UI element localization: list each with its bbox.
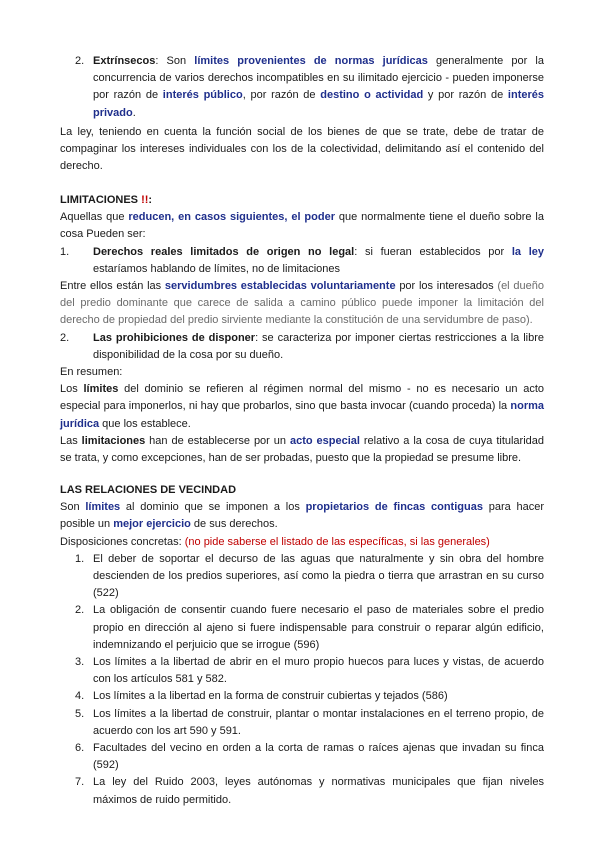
disposiciones-list [60, 551, 544, 809]
highlight-reducen: reducen, en casos siguientes, el poder [128, 211, 335, 224]
list-item-text: Los límites a la libertad de construir, plantar o montar instalaciones en el terreno propio, de acuerdo con los art 590 y 591. [93, 707, 544, 737]
highlight-propietarios: propietarios de fincas contiguas [305, 501, 483, 514]
text-run: : Son [155, 55, 195, 67]
text-run: Son [60, 501, 86, 514]
term-extrinsecos: Extrínsecos [93, 55, 156, 67]
vecindad-heading: LAS RELACIONES DE VECINDAD [60, 484, 237, 496]
text-run: relativo a la cosa de cuya titularidad se trata, y como excepciones, han de ser probadas, puesto que la propiedad se presume libre. [60, 434, 545, 465]
text-run: y por razón de [423, 89, 508, 102]
list-item-text: La ley del Ruido 2003, leyes autónomas y normativas municipales que fijan niveles máximos de ruido permitido. [93, 776, 544, 806]
highlight-interes-privado: interés privado [93, 89, 544, 119]
highlight-la-ley: la ley [511, 245, 544, 258]
text-run: para hacer posible un [60, 501, 544, 531]
text-run: de sus derechos. [190, 518, 278, 531]
text-run: que normalmente tiene el dueño sobre la cosa Pueden ser: [60, 211, 544, 241]
list-item-text: La obligación de consentir cuando fuere necesario el paso de materiales sobre el predio propio en dirección al ajeno si fuere indispensable para construir o reparar algún edificio, indemnizando el perjuicio que se irrogue (596) [93, 604, 544, 651]
list-number: 6. [75, 742, 85, 755]
term-derechos-reales: Derechos reales limitados de origen no legal [93, 245, 355, 258]
resumen-label: En resumen: [60, 366, 123, 379]
text-run: estaríamos hablando de límites, no de limitaciones [93, 262, 341, 275]
item2-text [93, 330, 544, 364]
list-item [60, 706, 544, 740]
servidumbres-note: (el dueño del predio dominante que carece de salida a camino público puede imponer la limitación del derecho de propiedad del predio sirviente mediante la constitución de una servidumbre de paso). [60, 280, 544, 327]
vecindad-intro [60, 499, 544, 533]
highlight-acto-especial: acto especial [289, 434, 360, 447]
highlight-limites-normas: límites provenientes de normas jurídicas [194, 55, 428, 67]
text-run: han de establecerse por un [145, 434, 290, 447]
list-number: 2. [75, 55, 85, 67]
text-run: Los [60, 383, 84, 396]
vecindad-section [60, 482, 544, 809]
list-item [60, 551, 544, 603]
list-number: 3. [75, 656, 85, 669]
funcion-social-paragraph [60, 124, 544, 176]
text-run: : si fueran establecidos por [354, 245, 512, 258]
list-number: 1. [60, 245, 70, 258]
highlight-servidumbres: servidumbres establecidas voluntariamente [164, 280, 396, 293]
highlight-limites: límites [85, 501, 121, 514]
list-number: 1. [75, 552, 85, 565]
disposiciones-line [60, 534, 544, 551]
list-number: 2. [75, 604, 85, 617]
text-run: del dominio se refieren al régimen normal del mismo - no es necesario un acto especial para imponerlos, ni hay que probarlos, sino que basta invocar (cuando proceda) la [60, 383, 544, 413]
text-run: Entre ellos están las [60, 280, 165, 293]
list-number: 5. [75, 707, 85, 720]
text-run: por los interesados [395, 280, 498, 293]
highlight-interes-publico: interés público [162, 89, 243, 102]
text-run: al dominio que se imponen a los [120, 501, 306, 514]
heading-mark: !! [141, 194, 149, 206]
text-run: Aquellas que [60, 211, 129, 224]
text-run: generalmente por la concurrencia de varios derechos incompatibles en su ilimitado ejercicio - pueden imponerse por razón de [93, 55, 544, 102]
resumen-limitaciones [60, 433, 544, 467]
list-item-text: Los límites a la libertad en la forma de construir cubiertas y tejados (586) [93, 690, 448, 703]
extrinsecos-text [93, 53, 544, 122]
highlight-mejor-ejercicio: mejor ejercicio [113, 518, 191, 531]
heading-colon: : [148, 194, 153, 206]
list-number: 2. [60, 331, 70, 344]
list-item [60, 740, 544, 774]
limitaciones-heading [60, 192, 544, 209]
term-limitaciones: limitaciones [81, 434, 146, 447]
term-limites: límites [83, 383, 119, 396]
list-number: 7. [75, 776, 85, 789]
list-item [60, 774, 544, 808]
disposiciones-note: (no pide saberse el listado de las específicas, si las generales) [184, 535, 490, 548]
list-item [60, 602, 544, 654]
list-item-text: Facultades del vecino en orden a la corta de ramas o raíces ajenas que invadan su finca (592) [93, 742, 544, 772]
servidumbres-paragraph [60, 278, 544, 330]
text-run: que los establece. [99, 417, 191, 430]
limitaciones-item-2 [60, 330, 544, 364]
limitaciones-item-1 [60, 244, 544, 278]
list-item [60, 654, 544, 688]
list-item-text: Los límites a la libertad de abrir en el muro propio huecos para luces y vistas, de acuerdo con los artículos 581 y 582. [93, 656, 544, 686]
disposiciones-label: Disposiciones concretas: [60, 535, 185, 548]
resumen-limites [60, 381, 544, 433]
heading-text: LIMITACIONES [60, 194, 139, 206]
highlight-norma-juridica: norma jurídica [60, 400, 544, 430]
highlight-destino-actividad: destino o actividad [320, 89, 424, 102]
paragraph-text: La ley, teniendo en cuenta la función social de los bienes de que se trate, debe de tratar de compaginar los intereses individuales con los de la colectividad, delimitando así el contenido del derecho. [60, 126, 544, 173]
list-number: 4. [75, 690, 85, 703]
list-item-text: El deber de soportar el decurso de las aguas que naturalmente y sin obra del hombre descienden de los predios superiores, así como la piedra o tierra que arrastran en su curso (522) [93, 552, 544, 600]
text-run: : se caracteriza por imponer ciertas restricciones a la libre disponibilidad de la cosa por su dueño. [93, 331, 544, 361]
list-item [60, 688, 544, 705]
text-run: Las [60, 434, 82, 447]
extrinsecos-item [60, 53, 544, 122]
term-prohibiciones: Las prohibiciones de disponer [93, 331, 256, 344]
text-run: , por razón de [242, 89, 321, 102]
item1-text [93, 244, 544, 278]
text-run: . [132, 106, 136, 119]
limitaciones-section [60, 192, 544, 467]
limitaciones-intro [60, 209, 544, 243]
